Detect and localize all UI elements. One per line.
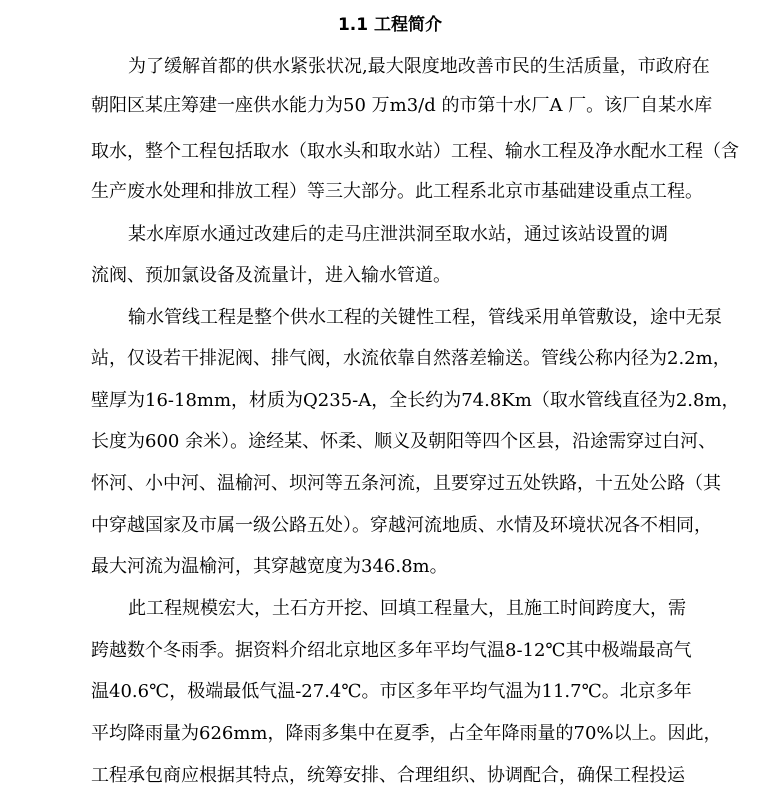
paragraph-line: 长度为600 余米）。途经某、怀柔、顺义及朝阳等四个区县，沿途需穿过白河、 — [91, 431, 717, 452]
section-title: 1.1 工程简介 — [337, 15, 443, 35]
paragraph-line: 最大河流为温榆河，其穿越宽度为346.8m。 — [91, 556, 448, 577]
paragraph-line: 取水，整个工程包括取水（取水头和取水站）工程、输水工程及净水配水工程（含 — [91, 141, 739, 162]
paragraph-line: 工程承包商应根据其特点，统筹安排、合理组织、协调配合，确保工程投运 — [91, 765, 685, 786]
paragraph-line: 此工程规模宏大，土石方开挖、回填工程量大，且施工时间跨度大，需 — [128, 598, 686, 619]
paragraph-line: 壁厚为16-18mm，材质为Q235-A，全长约为74.8Km（取水管线直径为2.8m， — [91, 390, 740, 411]
paragraph-line: 流阀、预加氯设备及流量计，进入输水管道。 — [91, 265, 451, 286]
paragraph-line: 怀河、小中河、温榆河、坝河等五条河流，且要穿过五处铁路，十五处公路（其 — [91, 473, 721, 494]
paragraph-line: 某水库原水通过改建后的走马庄泄洪洞至取水站，通过该站设置的调 — [128, 224, 668, 245]
paragraph-line: 温40.6℃，极端最低气温-27.4℃。市区多年平均气温为11.7℃。北京多年 — [91, 681, 692, 702]
paragraph-line: 为了缓解首都的供水紧张状况,最大限度地改善市民的生活质量，市政府在 — [128, 56, 710, 77]
paragraph-line: 朝阳区某庄筹建一座供水能力为50 万m3/d 的市第十水厂A 厂。该厂自某水库 — [91, 95, 713, 116]
paragraph-line: 生产废水处理和排放工程）等三大部分。此工程系北京市基础建设重点工程。 — [91, 181, 703, 202]
paragraph-line: 平均降雨量为626mm，降雨多集中在夏季，占全年降雨量的70%以上。因此， — [91, 723, 722, 744]
paragraph-line: 站，仅设若干排泥阀、排气阀，水流依靠自然落差输送。管线公称内径为2.2m， — [91, 348, 731, 369]
paragraph-line: 输水管线工程是整个供水工程的关键性工程，管线采用单管敷设，途中无泵 — [128, 307, 722, 328]
paragraph-line: 跨越数个冬雨季。据资料介绍北京地区多年平均气温8-12℃其中极端最高气 — [91, 640, 692, 661]
paragraph-line: 中穿越国家及市属一级公路五处）。穿越河流地质、水情及环境状况各不相同， — [91, 515, 712, 536]
